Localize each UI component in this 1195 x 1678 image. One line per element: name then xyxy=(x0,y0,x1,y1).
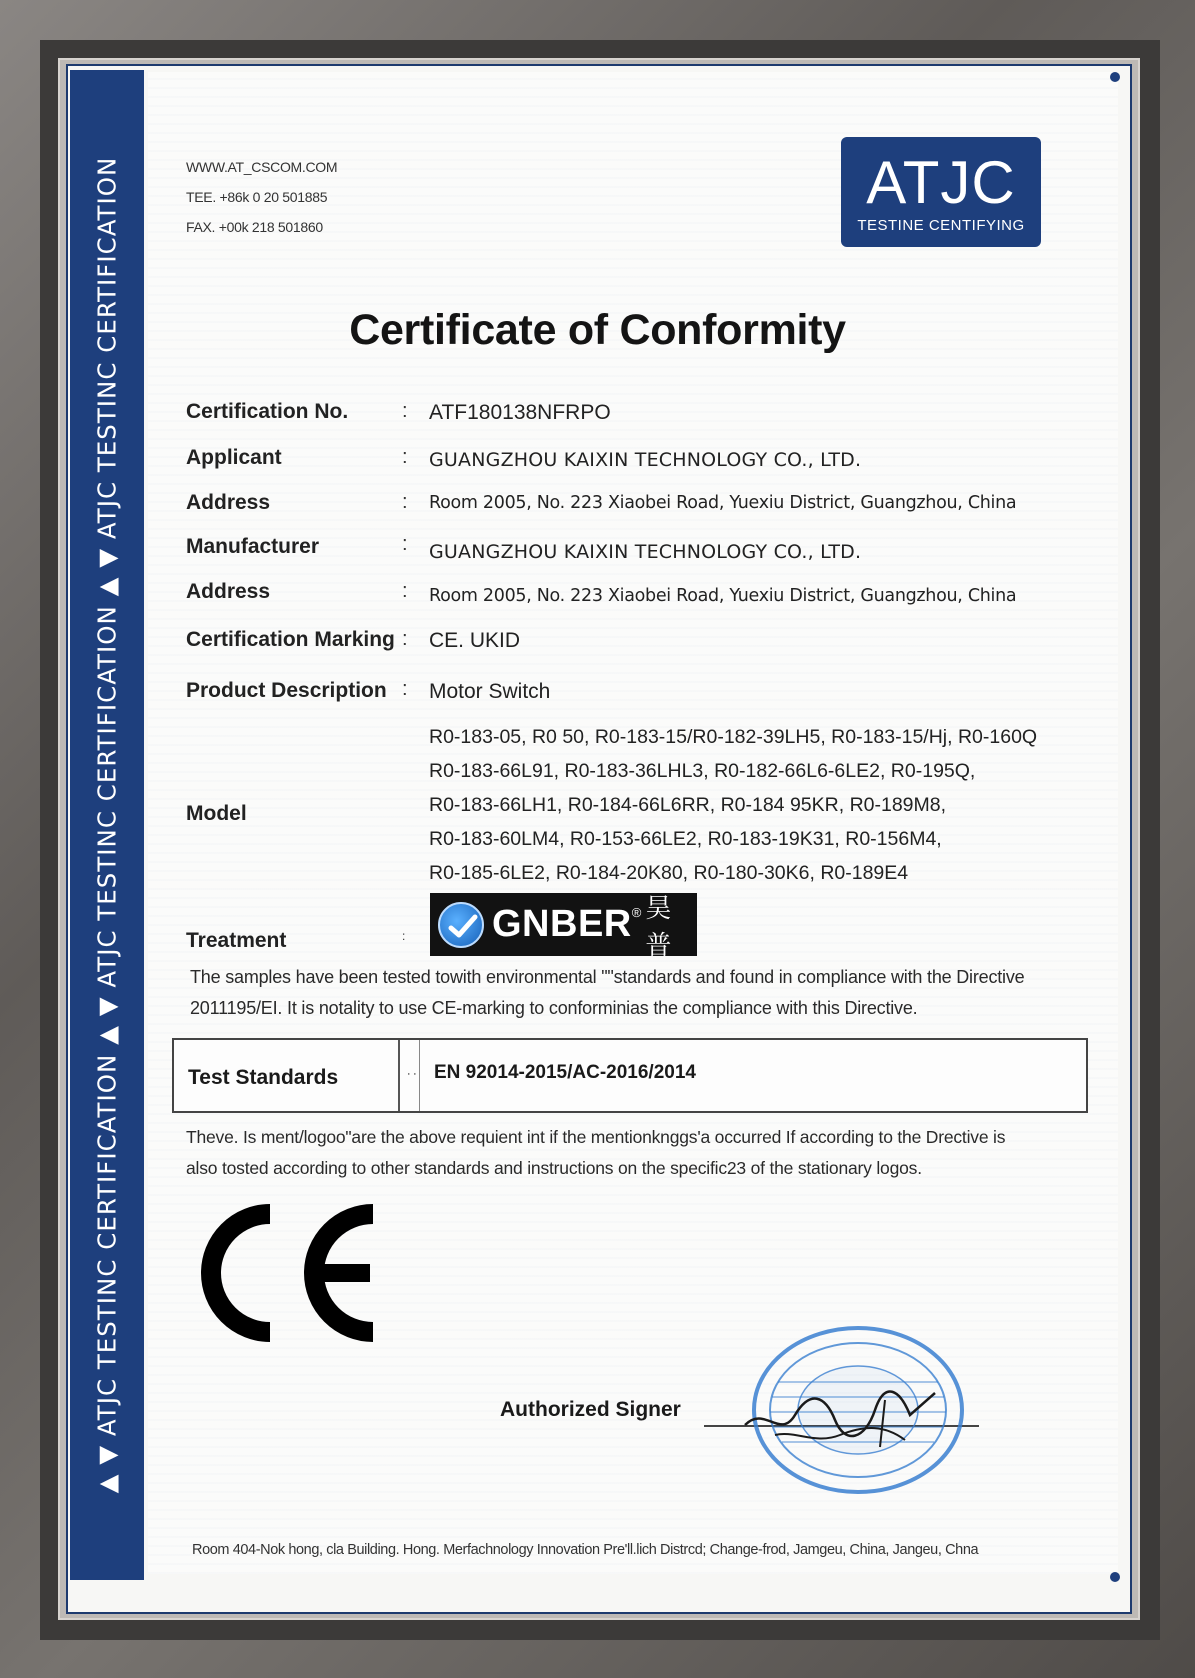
colon: : xyxy=(402,446,408,468)
colon: : xyxy=(402,929,406,943)
compliance-line: The samples have been tested towith environmental ""standards and found in compliance with the Directive xyxy=(190,967,1025,987)
model-label: Model xyxy=(186,802,247,825)
note-line: Theve. Is ment/logoo"are the above requient int if the mentionknggs'a occurred If according to the Drective is xyxy=(186,1127,1006,1147)
product-value: Motor Switch xyxy=(429,680,551,703)
applicant-value: GUANGZHOU KAIXIN TECHNOLOGY CO., LTD. xyxy=(429,449,862,471)
note-line: also tosted according to other standards and instructions on the specific23 of the stationary logos. xyxy=(186,1158,922,1178)
atjc-logo xyxy=(841,137,1041,247)
note-paragraph xyxy=(186,1122,1005,1184)
contact-block xyxy=(186,152,337,242)
marking-label: Certification Marking xyxy=(186,628,395,651)
authorized-signer-label: Authorized Signer xyxy=(500,1398,681,1421)
handwritten-signature xyxy=(735,1385,945,1455)
manufacturer-label: Manufacturer xyxy=(186,535,320,558)
colon: : xyxy=(402,533,408,555)
model-line: R0-183-60LM4, R0-153-66LE2, R0-183-19K31, R0-156M4, xyxy=(429,828,942,850)
standards-value: EN 92014-2015/AC-2016/2014 xyxy=(434,1062,696,1083)
standards-table xyxy=(172,1038,1088,1113)
colon: : xyxy=(402,491,408,513)
colon: : xyxy=(402,400,408,422)
checkmark-icon xyxy=(438,902,484,948)
manufacturer-address-value: Room 2005, No. 223 Xiaobei Road, Yuexiu District, Guangzhou, China xyxy=(429,586,1017,606)
table-divider xyxy=(398,1040,400,1111)
brand-chinese-name: 昊普 xyxy=(645,893,672,961)
corner-dot-icon xyxy=(1110,72,1120,82)
fax-text: FAX. +00k 218 501860 xyxy=(186,219,323,235)
ce-mark-icon xyxy=(188,1200,378,1346)
colon: : xyxy=(402,678,408,700)
corner-dot-icon xyxy=(1110,1572,1120,1582)
cert-no-label: Certification No. xyxy=(186,400,349,423)
compliance-line: 2011195/EI. It is notality to use CE-marking to conforminias the compliance with this Directive. xyxy=(190,998,918,1018)
manufacturer-value: GUANGZHOU KAIXIN TECHNOLOGY CO., LTD. xyxy=(429,541,862,563)
registered-mark: ® xyxy=(631,905,642,920)
applicant-address-label: Address xyxy=(186,491,271,514)
cert-no-value: ATF180138NFRPO xyxy=(429,401,611,424)
model-list xyxy=(429,720,1037,890)
marking-value: CE. UKID xyxy=(429,629,521,652)
logo-main-text: ATJC xyxy=(866,149,1016,216)
model-line: R0-183-66LH1, R0-184-66L6RR, R0-184 95KR, R0-189M8, xyxy=(429,794,947,816)
brand-name: GNBER xyxy=(492,903,632,945)
product-label: Product Description xyxy=(186,679,387,702)
tel-text: TEE. +86k 0 20 501885 xyxy=(186,189,328,205)
footer-address: Room 404-Nok hong, cla Building. Hong. Merfachnology Innovation Pre'll.lich Distrcd; Change-frod, Jamgeu, China, Jangeu, Chna xyxy=(192,1542,979,1558)
treatment-label: Treatment xyxy=(186,929,287,952)
model-line: R0-185-6LE2, R0-184-20K80, R0-180-30K6, R0-189E4 xyxy=(429,862,909,884)
applicant-label: Applicant xyxy=(186,446,282,469)
colon: : xyxy=(405,1072,421,1076)
model-line: R0-183-66L91, R0-183-36LHL3, R0-182-66L6-6LE2, R0-195Q, xyxy=(429,760,976,782)
website-text: WWW.AT_CSCOM.COM xyxy=(186,159,338,175)
model-line: R0-183-05, R0 50, R0-183-15/R0-182-39LH5, R0-183-15/Hj, R0-160Q xyxy=(429,726,1038,748)
manufacturer-address-label: Address xyxy=(186,580,271,603)
standards-label: Test Standards xyxy=(188,1066,339,1089)
page-title: Certificate of Conformity xyxy=(349,306,846,354)
compliance-paragraph xyxy=(190,962,1024,1024)
logo-sub-text: TESTINE CENTIFYING xyxy=(857,217,1025,234)
colon: : xyxy=(402,580,408,602)
applicant-address-value: Room 2005, No. 223 Xiaobei Road, Yuexiu District, Guangzhou, China xyxy=(429,493,1017,513)
side-banner-text: ▲ ▼ ATJC TESTINC CERTIFICATION ▲ ▼ ATJC TESTINC CERTIFICATION ▲ ▼ ATJC TESTINC CERTIFICATION xyxy=(92,156,122,1494)
colon: : xyxy=(402,628,408,650)
brand-logo xyxy=(430,893,697,961)
